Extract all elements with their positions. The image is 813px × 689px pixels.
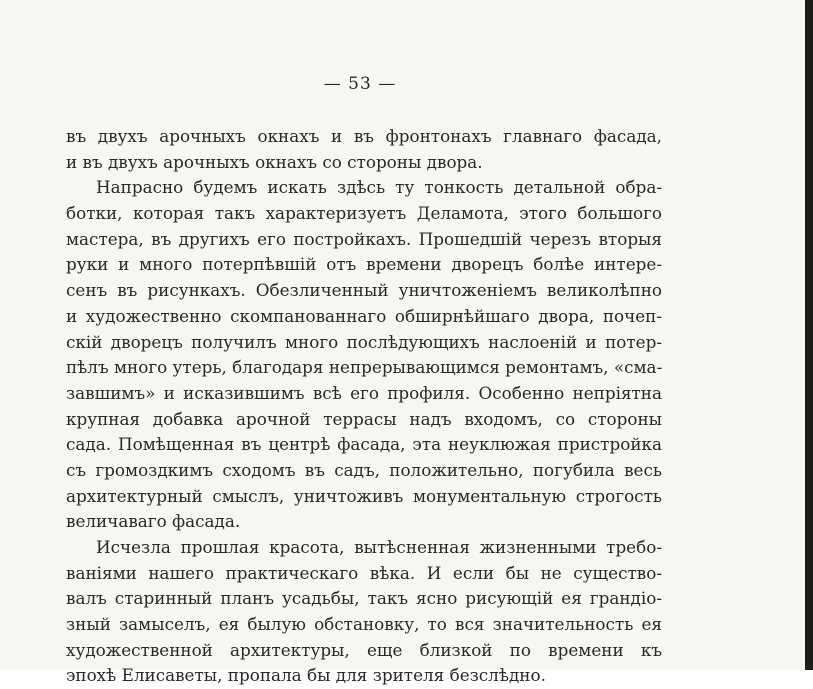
text-line: величаваго фасада. [66, 511, 241, 532]
text-line: архитектурный смыслъ, уничтоживъ монументальную строгость [66, 485, 662, 506]
text-line: мастера, въ другихъ его постройкахъ. Прошедшій черезъ вторыя [66, 228, 662, 249]
text-line: ваніями нашего практическаго вѣка. И если бы не существо- [66, 562, 662, 583]
text-line: скій дворецъ получилъ много послѣдующихъ наслоеній и потер- [66, 331, 662, 352]
text-line: Напрасно будемъ искать здѣсь ту тонкость детальной обра- [96, 177, 662, 198]
text-line: и художественно скомпанованнаго обширнѣйшаго двора, почеп- [66, 305, 662, 326]
text-line: сенъ въ рисункахъ. Обезличенный уничтоженіемъ великолѣпно [66, 280, 662, 301]
text-line: сада. Помѣщенная въ центрѣ фасада, эта неуклюжая пристройка [66, 434, 662, 455]
text-line: завшимъ» и исказившимъ всѣ его профиля. Особенно непріятна [66, 382, 662, 403]
text-line: пѣлъ много утерь, благодаря непрерывающимся ремонтамъ, «сма- [66, 357, 663, 378]
page-number: — 53 — [323, 74, 397, 94]
body-text [66, 124, 662, 689]
text-line: Исчезла прошлая красота, вытѣсненная жизненными требо- [96, 537, 662, 557]
text-line: крупная добавка арочной террасы надъ входомъ, со стороны [66, 408, 662, 429]
text-line: эпохѣ Елисаветы, пропала бы для зрителя безслѣдно. [66, 665, 546, 686]
text-line: съ громоздкимъ сходомъ въ садъ, положительно, погубила весь [66, 459, 662, 480]
text-line: художественной архитектуры, еще близкой по времени къ [66, 639, 662, 660]
text-line: и въ двухъ арочныхъ окнахъ со стороны двора. [66, 151, 483, 172]
text-line: ботки, которая такъ характеризуетъ Деламота, этого большого [66, 203, 662, 224]
text-line: руки и много потерпѣвшій отъ времени дворецъ болѣе интере- [66, 254, 662, 275]
text-line: валъ старинный планъ усадьбы, такъ ясно рисующій ея грандіо- [66, 588, 662, 609]
text-line: въ двухъ арочныхъ окнахъ и въ фронтонахъ главнаго фасада, [66, 126, 662, 146]
scan-edge [805, 0, 813, 670]
text-line: зный замыселъ, ея былую обстановку, то вся значительность ея [66, 614, 662, 635]
